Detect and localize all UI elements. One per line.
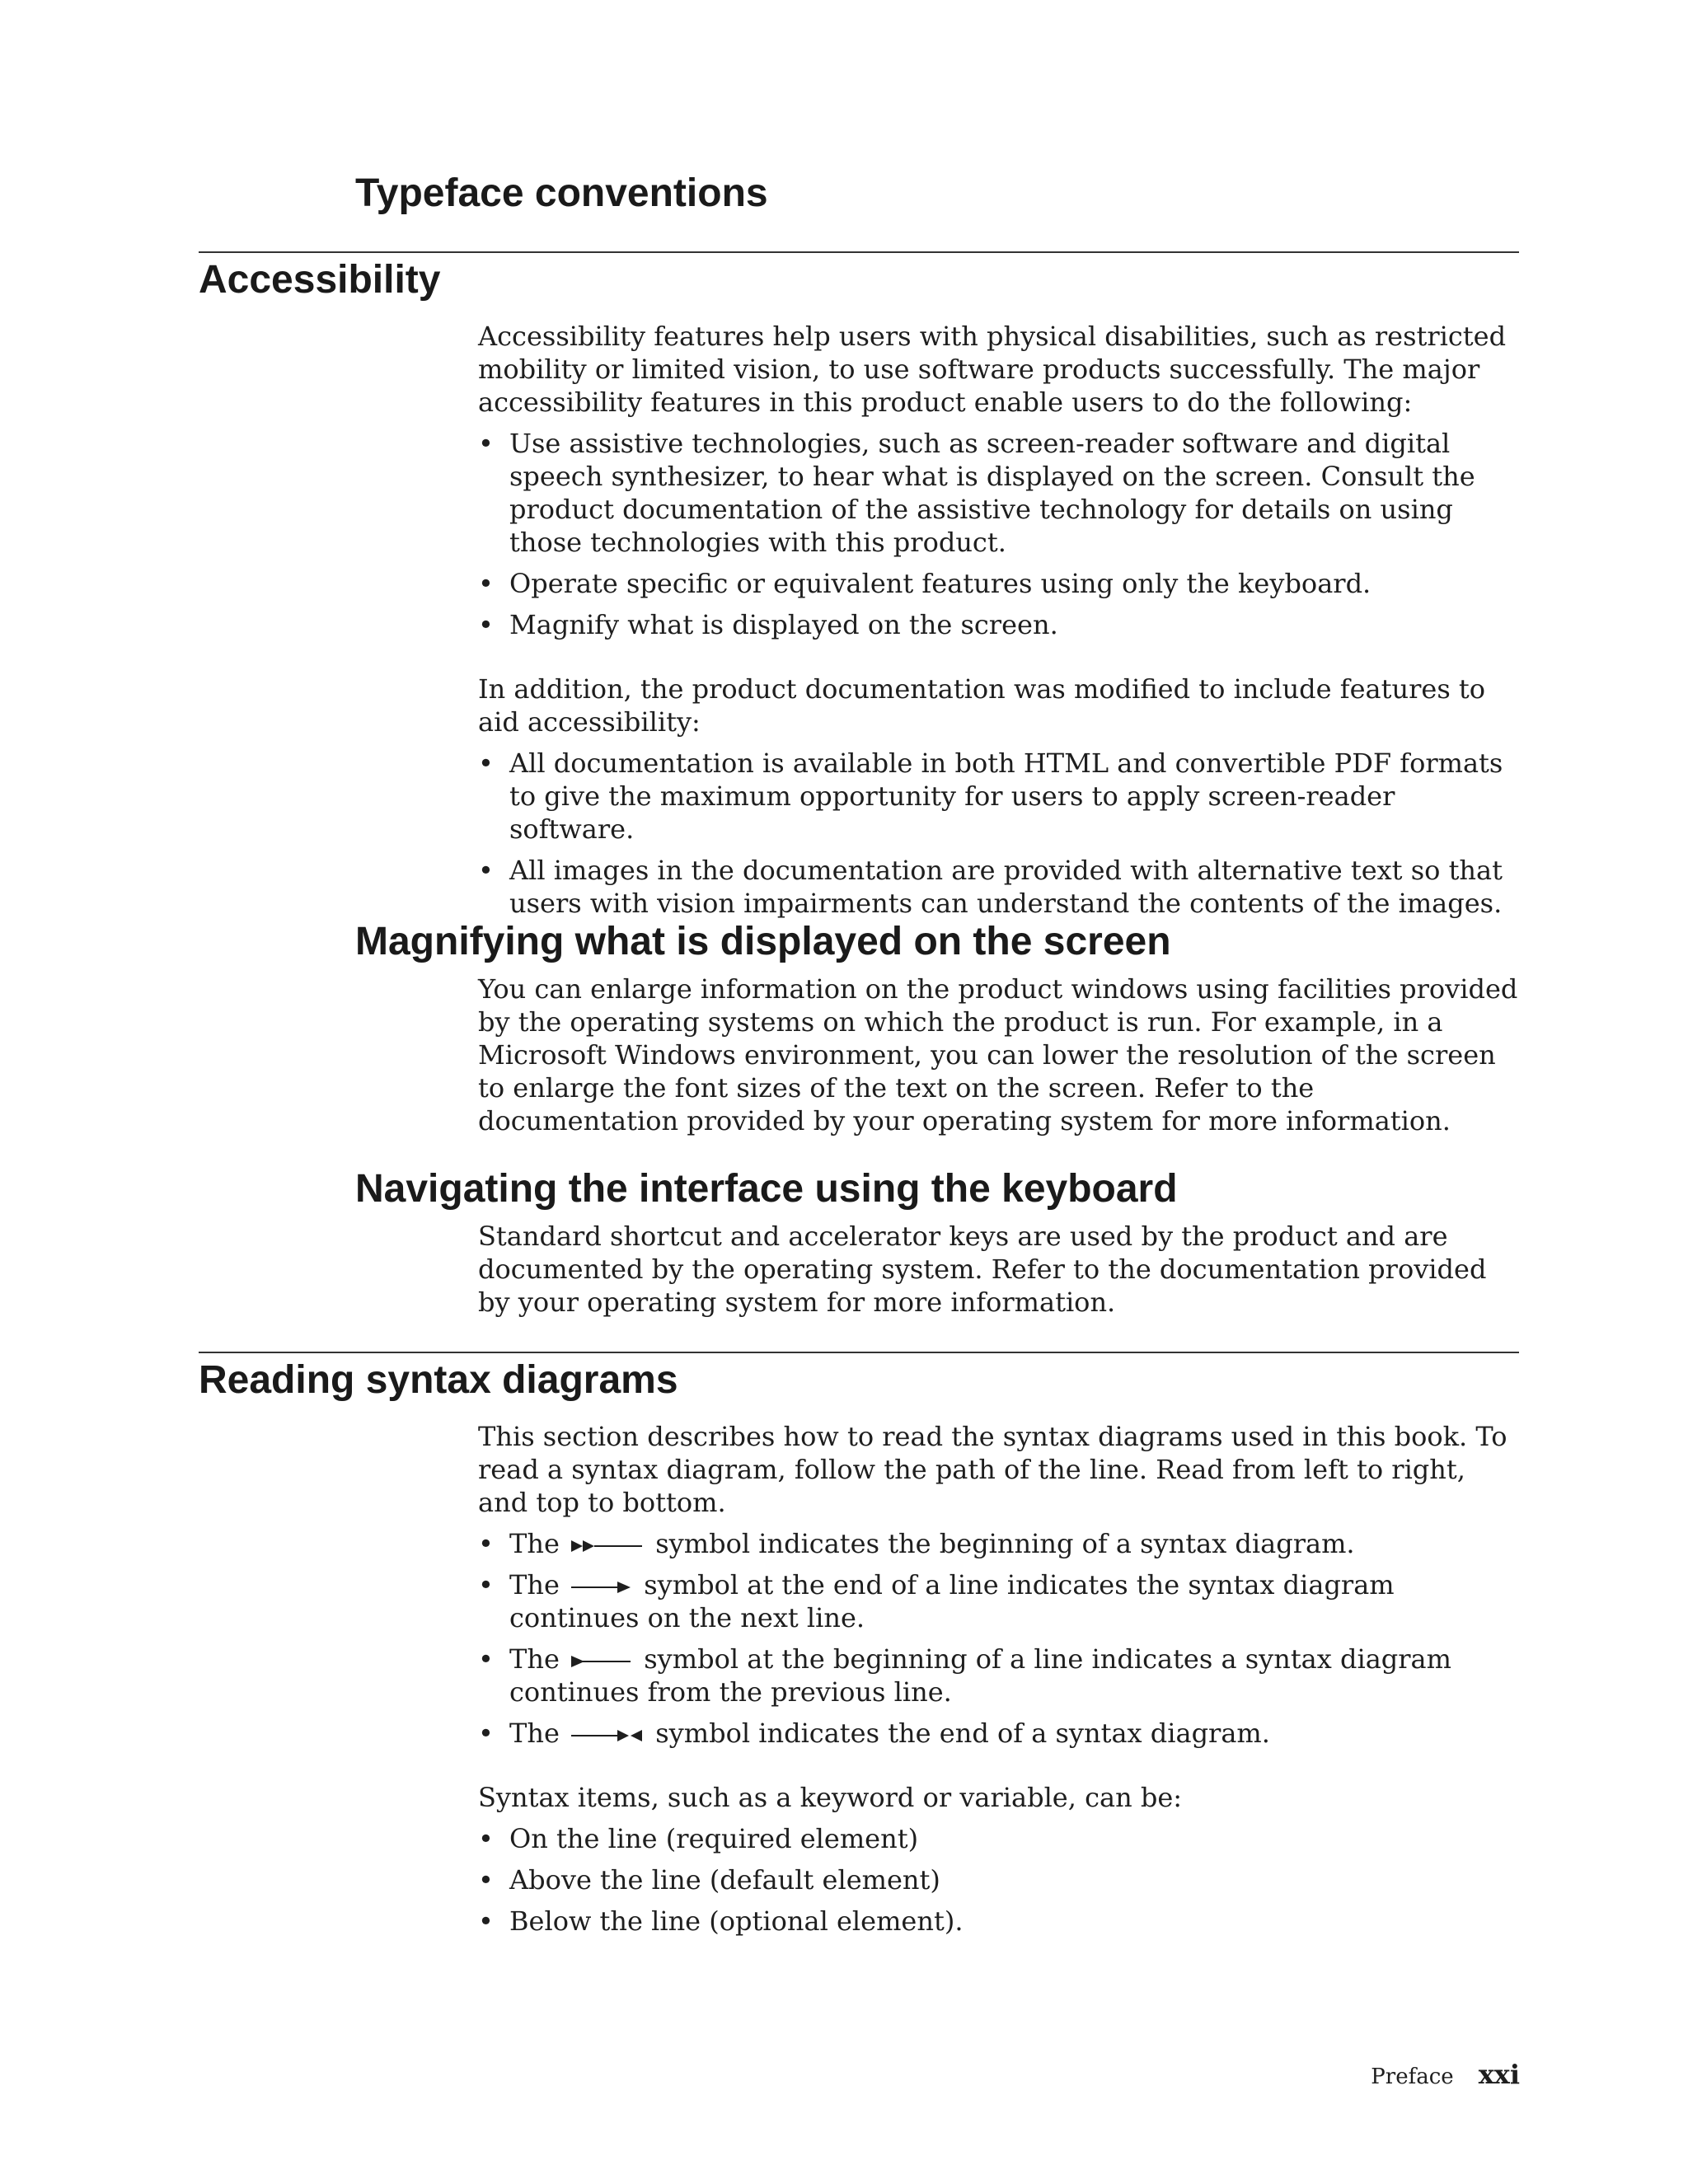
accessibility-heading: Accessibility xyxy=(199,258,441,302)
doc-feature-list xyxy=(478,747,1521,920)
syntax-heading: Reading syntax diagrams xyxy=(199,1358,678,1402)
syntax-items-list xyxy=(478,1822,1521,1938)
accessibility-intro: Accessibility features help users with physical disabilities, such as restricted mobility or limited vision, to use software products successfully. The major accessibility features in this product enable users to do the following: xyxy=(478,321,1507,418)
list-item: • All images in the documentation are provided with alternative text so that users with vision impairments can understand the contents of the images. xyxy=(478,854,1521,920)
navigating-body: Standard shortcut and accelerator keys are used by the product and are documented by the operating system. Refer to the documentation provided by your operating system for more information. xyxy=(478,1221,1487,1318)
symbol-text: symbol indicates the beginning of a syntax diagram. xyxy=(655,1528,1355,1559)
navigating-heading: Navigating the interface using the keyboard xyxy=(355,1167,1178,1211)
list-item: • Use assistive technologies, such as screen-reader software and digital speech synthesizer, to hear what is displayed on the screen. Consult the product documentation of the assistive technology for details on using those technologies with this product. xyxy=(478,427,1521,559)
navigating-block xyxy=(478,1220,1521,1319)
page-footer xyxy=(1371,2059,1520,2090)
symbol-text: symbol at the end of a line indicates the syntax diagram continues on the next line. xyxy=(509,1569,1395,1633)
list-item: • Above the line (default element) xyxy=(478,1863,1521,1896)
symbol-prefix: The xyxy=(509,1569,560,1601)
list-item xyxy=(478,1717,1521,1750)
symbol-prefix: The xyxy=(509,1528,560,1559)
symbol-prefix: The xyxy=(509,1718,560,1749)
list-item xyxy=(478,1527,1521,1560)
section-rule xyxy=(199,1352,1519,1353)
list-item: • Magnify what is displayed on the screen. xyxy=(478,608,1521,641)
syntax-items-intro: Syntax items, such as a keyword or variable, can be: xyxy=(478,1782,1183,1813)
doc-intro: In addition, the product documentation was modified to include features to aid accessibility: xyxy=(478,673,1486,738)
section-rule xyxy=(199,251,1519,253)
list-item: • All documentation is available in both HTML and convertible PDF formats to give the maximum opportunity for users to apply screen-reader software. xyxy=(478,747,1521,846)
list-item: • Operate specific or equivalent features using only the keyboard. xyxy=(478,567,1521,600)
page-title: Typeface conventions xyxy=(355,171,768,215)
list-item: • Below the line (optional element). xyxy=(478,1905,1521,1938)
symbol-prefix: The xyxy=(509,1643,560,1675)
footer-label: Preface xyxy=(1371,2064,1454,2089)
symbol-text: symbol at the beginning of a line indicates a syntax diagram continues from the previous line. xyxy=(509,1643,1451,1708)
magnifying-block xyxy=(478,972,1521,1137)
list-item: • On the line (required element) xyxy=(478,1822,1521,1855)
line-arrowhead-pair-icon xyxy=(571,1727,642,1744)
page-number: xxi xyxy=(1478,2059,1520,2090)
symbol-list xyxy=(478,1527,1521,1750)
accessibility-block xyxy=(478,320,1521,928)
syntax-block xyxy=(478,1420,1521,1946)
magnifying-body: You can enlarge information on the product windows using facilities provided by the operating systems on which the product is run. For example, in a Microsoft Windows environment, you can lower the resolution of the screen to enlarge the font sizes of the text on the screen. Refer to the documentation provided by your operating system for more information. xyxy=(478,973,1518,1137)
arrowhead-line-icon xyxy=(571,1653,631,1670)
feature-list xyxy=(478,427,1521,641)
magnifying-heading: Magnifying what is displayed on the screen xyxy=(355,920,1171,963)
symbol-text: symbol indicates the end of a syntax diagram. xyxy=(655,1718,1270,1749)
line-arrowhead-icon xyxy=(571,1579,631,1596)
list-item xyxy=(478,1643,1521,1708)
list-item xyxy=(478,1568,1521,1634)
syntax-intro: This section describes how to read the syntax diagrams used in this book. To read a syntax diagram, follow the path of the line. Read from left to right, and top to bottom. xyxy=(478,1421,1507,1518)
double-arrowhead-line-icon xyxy=(571,1538,642,1554)
